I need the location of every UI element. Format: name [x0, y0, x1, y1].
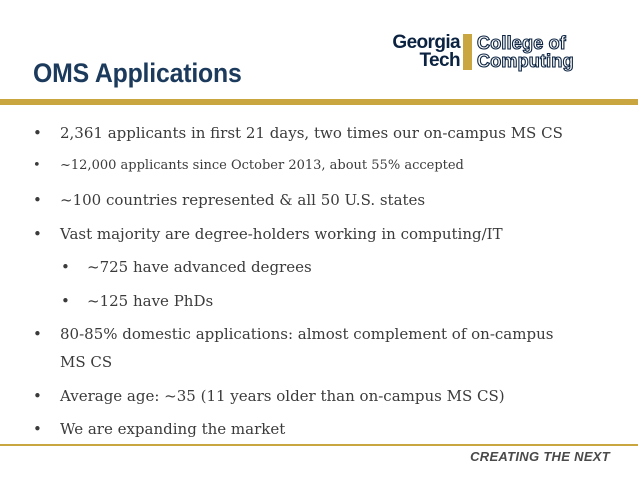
bullet-text: 2,361 applicants in first 21 days, two times our on-campus MS CS: [60, 124, 563, 142]
bullet-marker: •: [33, 191, 42, 209]
bullet-text: ~725 have advanced degrees: [87, 258, 312, 276]
bullet-text: ~100 countries represented & all 50 U.S. states: [60, 191, 426, 209]
title-underline: [0, 99, 638, 105]
bullet-marker: •: [33, 124, 42, 142]
bullet-text: ~125 have PhDs: [87, 292, 214, 310]
footer-rule: [0, 444, 638, 446]
logo-georgia-text: Georgia: [392, 32, 460, 53]
bullet-marker: •: [33, 420, 42, 438]
logo-college-of-text: College of: [477, 33, 567, 53]
georgia-tech-college-of-computing-logo: [360, 32, 610, 72]
bullet-marker: •: [61, 258, 70, 276]
footer-tagline: CREATING THE NEXT: [470, 449, 610, 464]
bullet-text: MS CS: [60, 353, 113, 371]
bullet-marker: •: [33, 225, 42, 243]
logo-tech-text: Tech: [419, 50, 460, 71]
logo-divider-bar: [463, 34, 472, 70]
bullet-text: 80-85% domestic applications: almost complement of on-campus: [60, 325, 554, 343]
logo-computing-text: Computing: [477, 51, 574, 71]
bullet-text: We are expanding the market: [60, 420, 286, 438]
slide-title: OMS Applications: [33, 58, 242, 88]
bullet-marker: •: [61, 292, 70, 310]
bullet-marker: •: [33, 325, 42, 343]
bullet-marker: •: [33, 387, 42, 405]
bullet-text: ~12,000 applicants since October 2013, about 55% accepted: [60, 158, 464, 173]
bullet-marker: •: [33, 158, 41, 173]
bullet-text: Average age: ~35 (11 years older than on-campus MS CS): [60, 387, 505, 405]
bullet-text: Vast majority are degree-holders working in computing/IT: [60, 225, 503, 243]
